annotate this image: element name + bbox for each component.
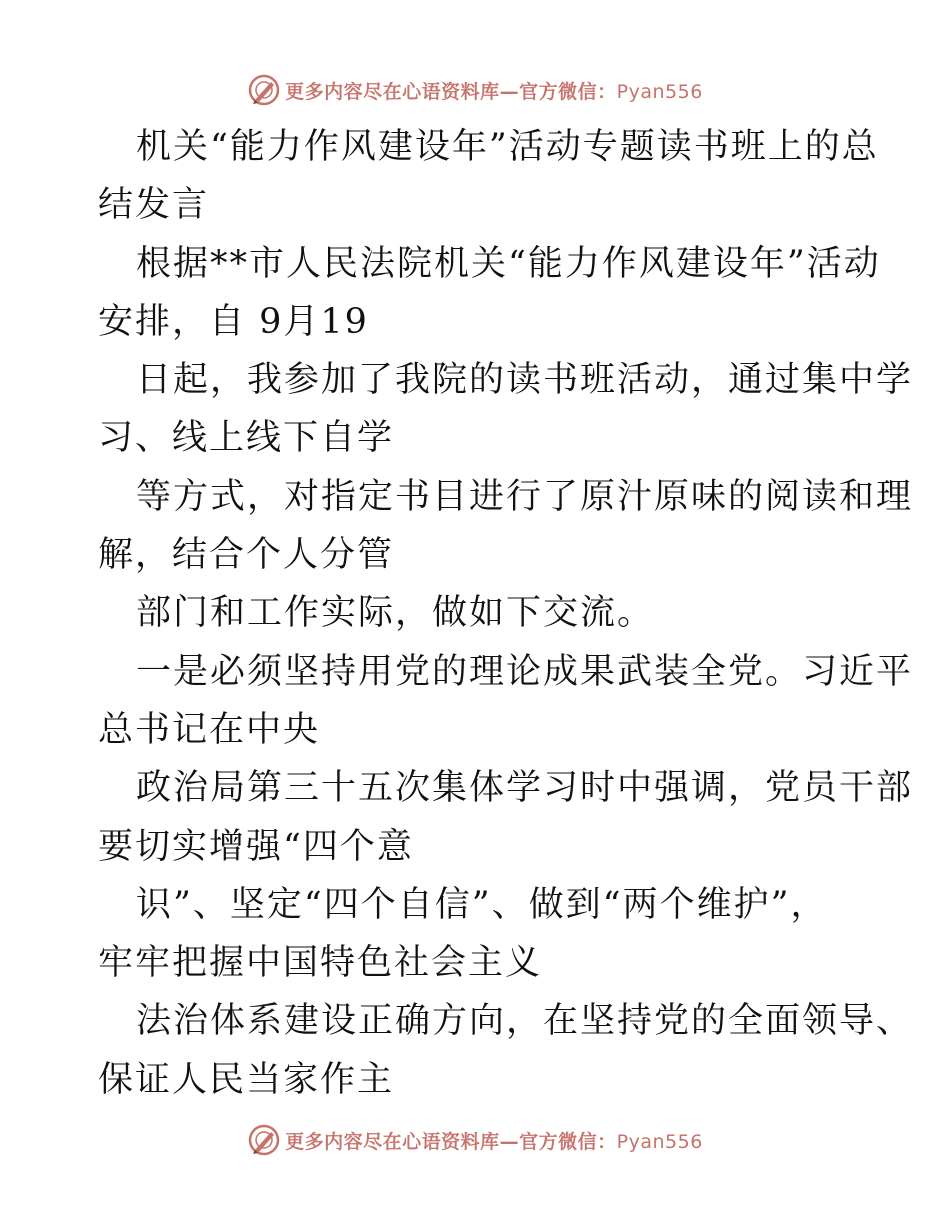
text-line: 根据**市人民法院机关“能力作风建设年”活动 (136, 243, 881, 284)
footer-watermark (0, 1120, 950, 1160)
text-line: 一是必须坚持用党的理论成果武装全党。习近平 (136, 651, 914, 692)
document-body (98, 118, 914, 1109)
text-line: 解，结合个人分管 (98, 535, 395, 576)
text-line: 日起，我参加了我院的读书班活动，通过集中学 (136, 360, 914, 401)
text-line: 保证人民当家作主 (98, 1059, 395, 1100)
text-line: 要切实增强“四个意 (98, 826, 414, 867)
text-line: 习、线上线下自学 (98, 418, 395, 459)
text-line: 法治体系建设正确方向，在坚持党的全面领导、 (136, 1001, 914, 1042)
text-line: 政治局第三十五次集体学习时中强调，党员干部 (136, 768, 914, 809)
text-line: 机关“能力作风建设年”活动专题读书班上的总 (136, 127, 879, 167)
pen-logo-icon (247, 1123, 281, 1157)
watermark-text: 更多内容尽在心语资料库—官方微信：Pyan556 (285, 80, 703, 103)
text-line: 牢牢把握中国特色社会主义 (98, 943, 543, 984)
text-line: 等方式，对指定书目进行了原汁原味的阅读和理 (136, 476, 914, 517)
text-line: 识”、坚定“四个自信”、做到“两个维护”， (136, 884, 828, 925)
text-line: 结发言 (98, 185, 210, 226)
text-line: 部门和工作实际，做如下交流。 (136, 593, 655, 634)
text-line: 安排，自 9月19 (98, 301, 369, 342)
pen-logo-icon (247, 73, 281, 107)
watermark-text: 更多内容尽在心语资料库—官方微信：Pyan556 (285, 1130, 703, 1153)
header-watermark (0, 70, 950, 110)
text-line: 总书记在中央 (98, 709, 321, 750)
